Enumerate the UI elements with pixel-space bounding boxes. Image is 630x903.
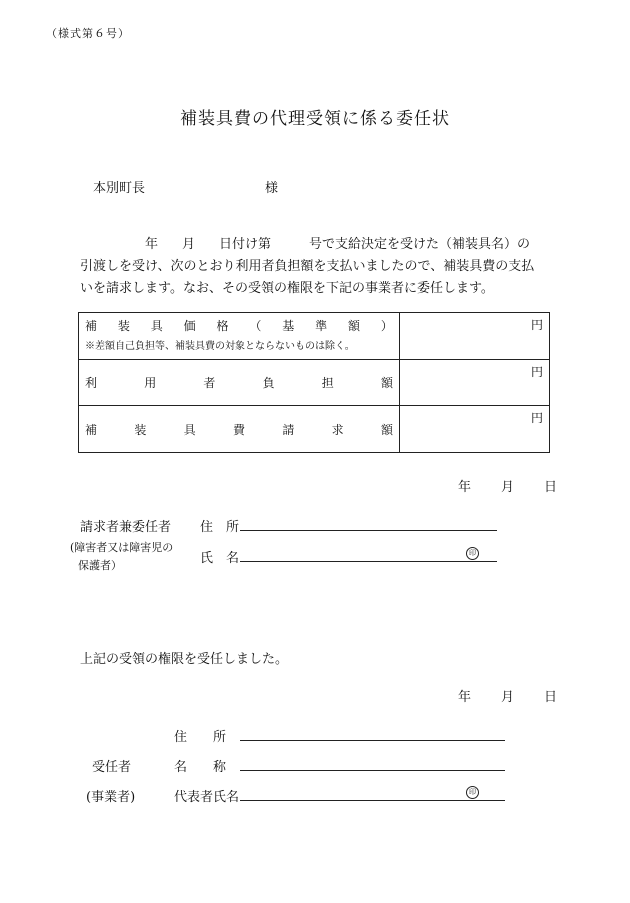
yen-unit: 円 <box>530 318 543 332</box>
seal-icon: 印 <box>466 547 479 560</box>
month-label: 月 <box>501 480 515 495</box>
agent-sub-label: (事業者) <box>86 790 136 805</box>
month-char: 月 <box>182 237 196 252</box>
claim-amount-label: 補 装 具 費 請 求 額 <box>85 422 393 437</box>
document-title: 補装具費の代理受領に係る委任状 <box>180 109 450 129</box>
amounts-table <box>78 312 550 453</box>
seal-icon: 印 <box>466 786 479 799</box>
agent-business-name-field[interactable] <box>240 770 505 771</box>
user-burden-amount-field[interactable] <box>400 360 550 406</box>
yen-unit: 円 <box>530 365 543 379</box>
requester-address-label: 住 所 <box>200 520 240 535</box>
agent-label: 受任者 <box>92 760 132 775</box>
agent-address-field[interactable] <box>240 740 505 741</box>
table-row <box>79 360 550 406</box>
day-label: 日 <box>544 480 558 495</box>
agent-representative-label: 代表者氏名 <box>174 790 240 805</box>
paragraph-line-3: いを請求します。なお、その受領の権限を下記の事業者に委任します。 <box>80 281 494 296</box>
device-price-note: ※差額自己負担等、補装具費の対象とならないものは除く。 <box>85 341 355 352</box>
year-label: 年 <box>458 690 472 705</box>
requester-sub-label-2: 保護者） <box>78 559 122 572</box>
year-label: 年 <box>458 480 472 495</box>
requester-name-field[interactable] <box>240 561 497 562</box>
user-burden-label-cell <box>79 360 400 406</box>
paragraph-line-2: 引渡しを受け、次のとおり利用者負担額を支払いましたので、補装具費の支払 <box>80 259 535 274</box>
form-number: （様式第６号） <box>46 27 130 40</box>
request-date <box>458 476 557 495</box>
year-char: 年 <box>145 237 159 252</box>
agent-address-label: 住 所 <box>174 730 227 745</box>
claim-amount-field[interactable] <box>400 406 550 453</box>
agent-representative-field[interactable] <box>240 800 505 801</box>
device-price-amount-field[interactable] <box>400 313 550 360</box>
addressee: 本別町長 <box>93 181 146 196</box>
requester-sub-label: (障害者又は障害児の <box>70 541 174 554</box>
requester-address-field[interactable] <box>240 530 497 531</box>
device-price-label: 補 装 具 価 格 （ 基 準 額 ） <box>85 319 393 333</box>
line1-tail: 号で支給決定を受けた（補装具名）の <box>309 237 531 252</box>
day-ref-text: 日付け第 <box>219 237 272 252</box>
month-label: 月 <box>501 690 515 705</box>
honorific: 様 <box>265 181 279 196</box>
device-price-label-cell <box>79 313 400 360</box>
requester-name-label: 氏 名 <box>200 551 240 566</box>
day-label: 日 <box>544 690 558 705</box>
requester-label: 請求者兼委任者 <box>80 520 172 535</box>
table-row <box>79 313 550 360</box>
agent-business-name-label: 名 称 <box>174 760 227 775</box>
user-burden-label: 利 用 者 負 担 額 <box>85 376 393 390</box>
table-row <box>79 406 550 453</box>
paragraph-line-1 <box>80 234 555 256</box>
claim-amount-label-cell <box>79 406 400 453</box>
request-paragraph <box>80 234 555 300</box>
yen-unit: 円 <box>530 411 543 425</box>
acceptance-date <box>458 686 557 705</box>
acceptance-statement: 上記の受領の権限を受任しました。 <box>80 652 289 667</box>
